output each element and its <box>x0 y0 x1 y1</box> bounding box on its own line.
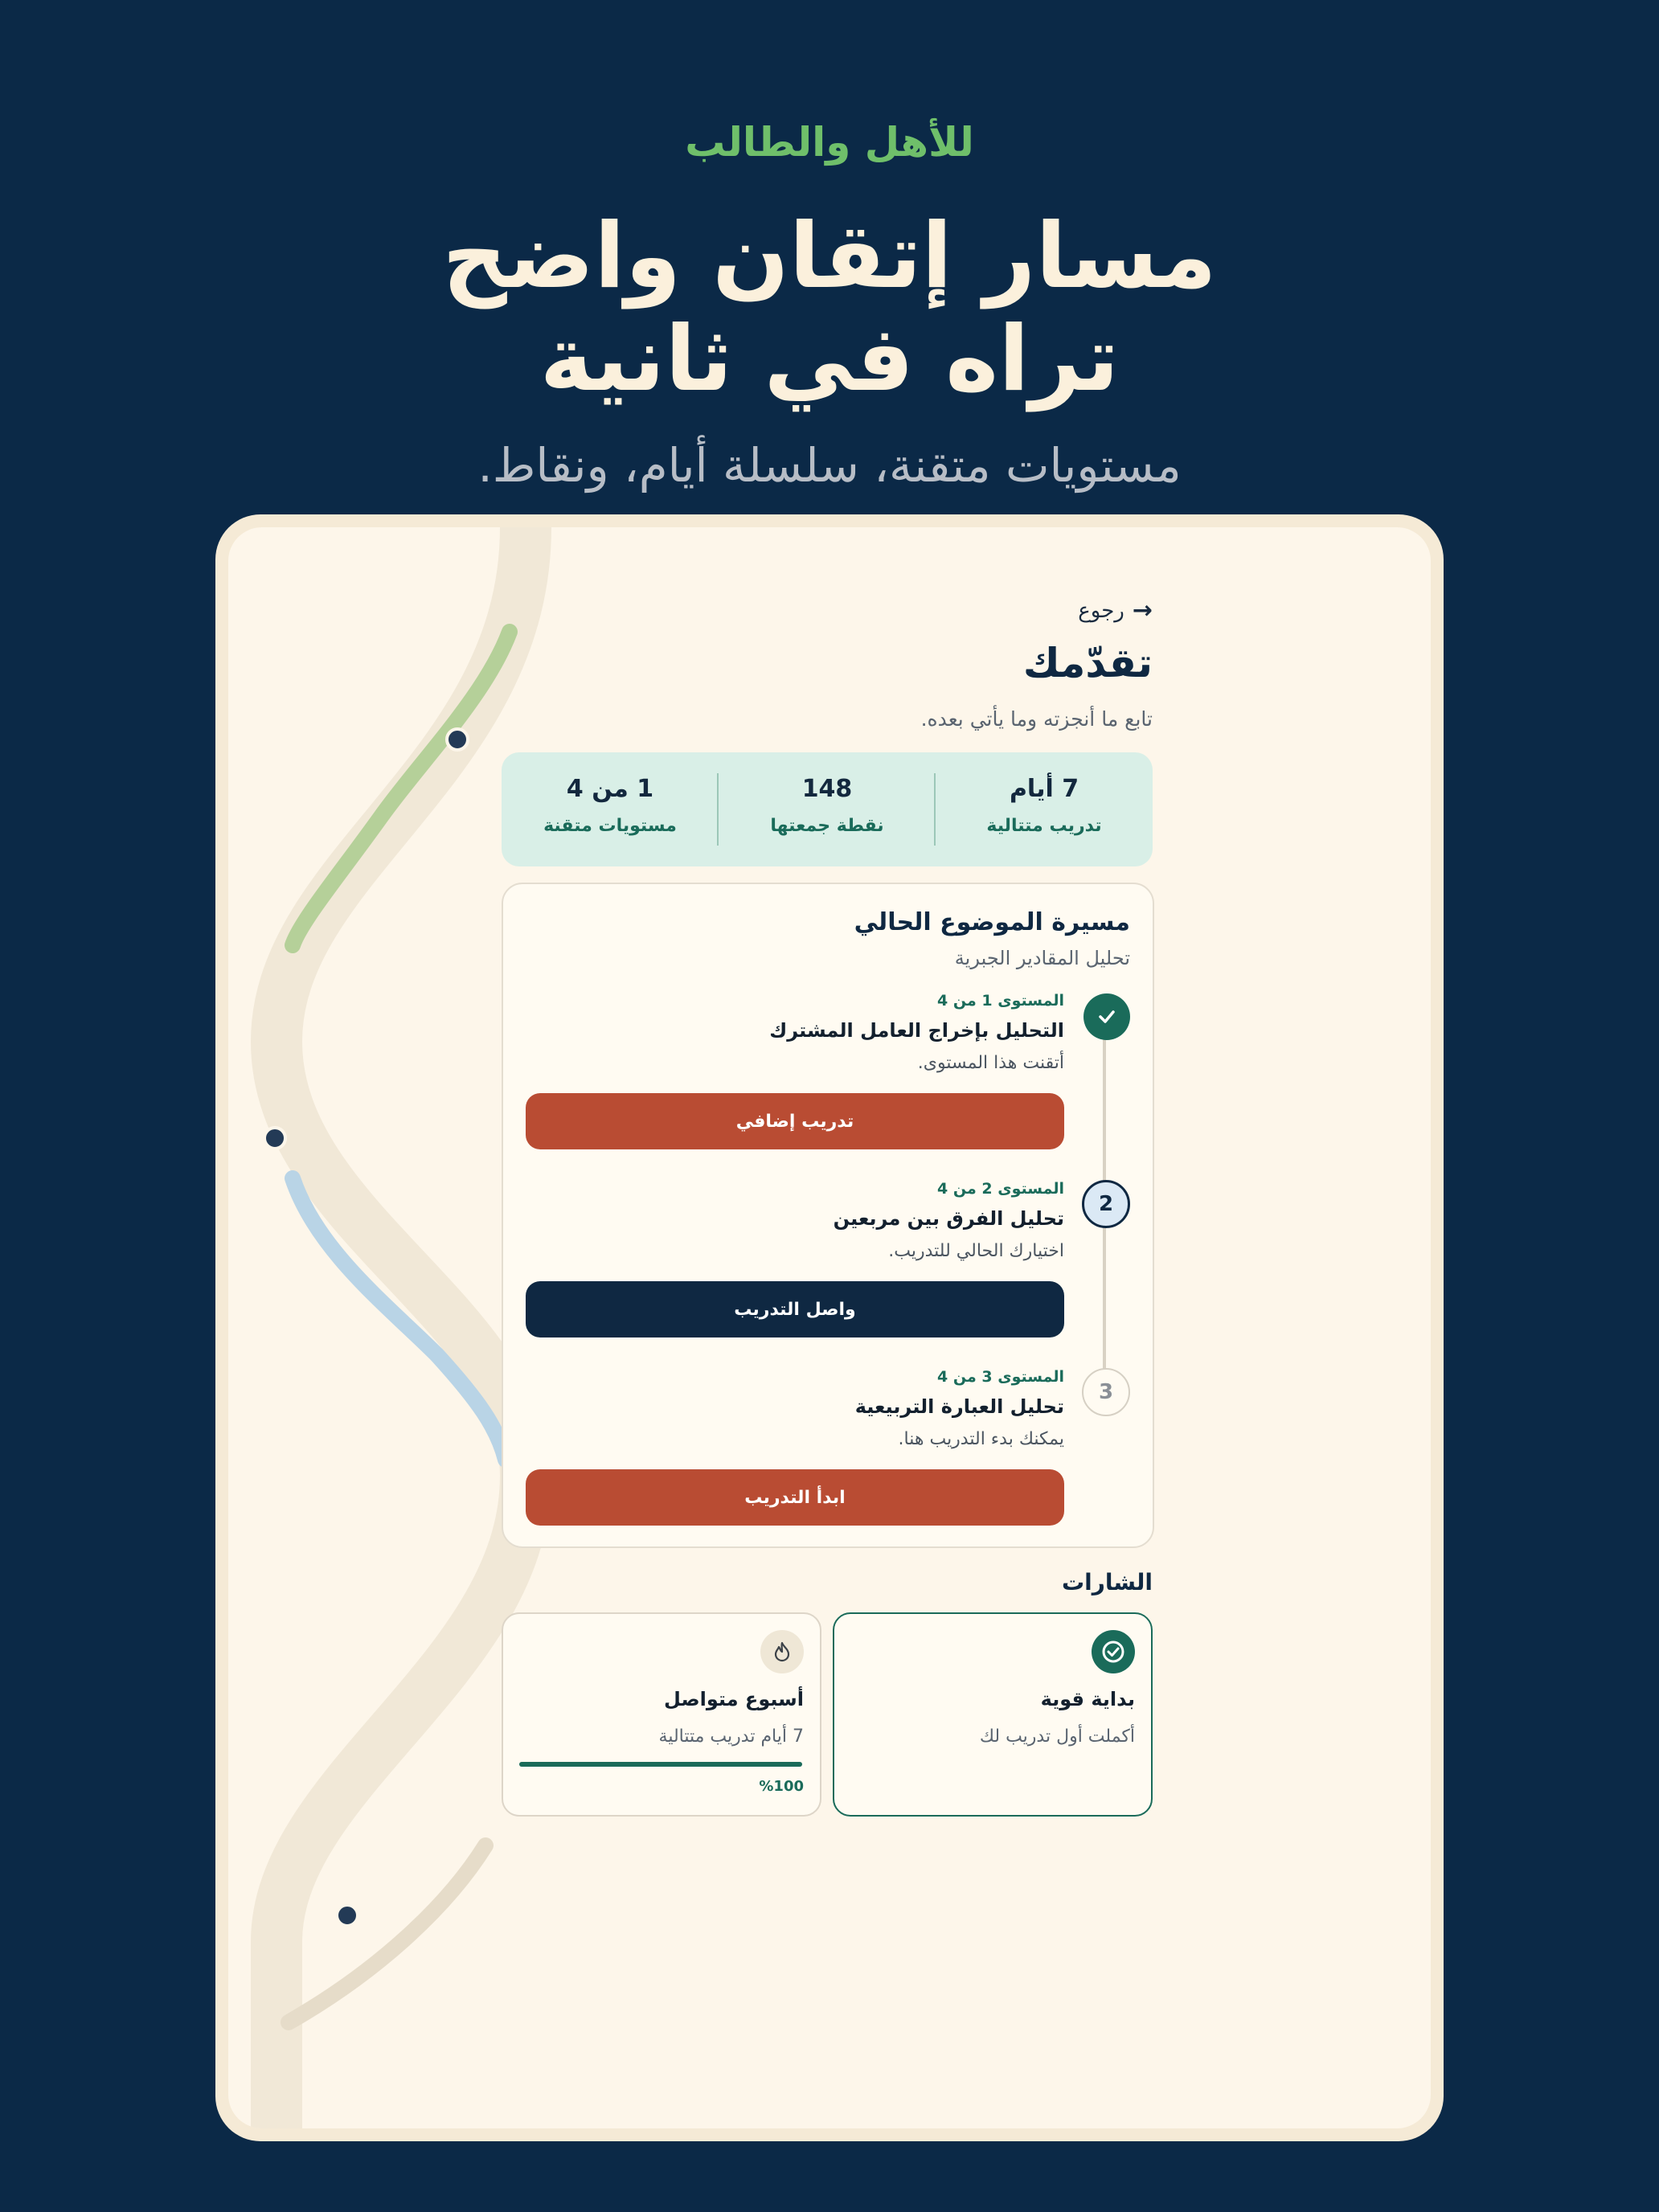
stat-value: 148 <box>801 775 853 803</box>
level-name: تحليل العبارة التربيعية <box>854 1395 1064 1418</box>
level-node-next: 3 <box>1082 1368 1130 1416</box>
hero-subtitle: مستويات متقنة، سلسلة أيام، ونقاط. <box>477 438 1182 493</box>
level-kicker: المستوى 1 من 4 <box>937 992 1064 1010</box>
arrow-right-icon: → <box>1132 596 1153 625</box>
road-dot <box>264 1128 285 1149</box>
app-screen <box>228 527 1431 2128</box>
level-name: التحليل بإخراج العامل المشترك <box>769 1019 1064 1042</box>
topic-path-card <box>502 883 1154 1548</box>
topic-path-title: مسيرة الموضوع الحالي <box>854 908 1130 936</box>
badge-progress-label: %100 <box>759 1778 804 1795</box>
road-dot <box>337 1905 358 1926</box>
hero-title <box>0 205 1659 411</box>
stat-label: مستويات متقنة <box>543 816 677 836</box>
badge-description: 7 أيام تدريب متتالية <box>658 1727 804 1747</box>
level-description: اختيارك الحالي للتدريب. <box>888 1241 1064 1261</box>
stat-mastered-levels <box>502 752 719 866</box>
check-circle-icon <box>1092 1630 1135 1673</box>
badge-progress-fill <box>519 1762 802 1767</box>
tablet-frame <box>215 514 1444 2141</box>
hero-title-line1: مسار إتقان واضح <box>442 204 1217 309</box>
level-description: أتقنت هذا المستوى. <box>917 1053 1064 1073</box>
level-node-current: 2 <box>1082 1180 1130 1228</box>
check-icon <box>1096 1006 1117 1027</box>
stat-points <box>719 752 936 866</box>
badge-name: بداية قوية <box>1040 1688 1135 1710</box>
badge-progress-bar <box>519 1762 802 1767</box>
stat-label: نقطة جمعتها <box>770 816 884 836</box>
page-subtitle: تابع ما أنجزته وما يأتي بعده. <box>920 707 1153 731</box>
hero-title-line2: تراه في ثانية <box>539 307 1120 412</box>
back-button[interactable] <box>1078 596 1153 625</box>
badge-name: أسبوع متواصل <box>664 1688 804 1710</box>
badges-section-title: الشارات <box>1062 1569 1153 1596</box>
hero-eyebrow: للأهل والطالب <box>685 119 974 166</box>
flame-icon <box>760 1630 804 1673</box>
continue-practice-button[interactable]: واصل التدريب <box>526 1281 1064 1337</box>
level-kicker: المستوى 2 من 4 <box>937 1180 1064 1198</box>
start-practice-button[interactable]: ابدأ التدريب <box>526 1469 1064 1526</box>
extra-practice-button[interactable]: تدريب إضافي <box>526 1093 1064 1149</box>
back-label: رجوع <box>1078 598 1124 623</box>
stat-streak <box>936 752 1153 866</box>
badge-description: أكملت أول تدريب لك <box>979 1727 1135 1747</box>
badge-strong-start[interactable] <box>833 1612 1153 1817</box>
topic-path-subtitle: تحليل المقادير الجبرية <box>954 947 1130 969</box>
level-kicker: المستوى 3 من 4 <box>937 1368 1064 1386</box>
level-node-done <box>1083 993 1130 1040</box>
stats-summary <box>502 752 1153 866</box>
badge-continuous-week[interactable] <box>502 1612 821 1817</box>
stat-value: 1 من 4 <box>566 775 654 803</box>
level-name: تحليل الفرق بين مربعين <box>833 1207 1064 1230</box>
page-title: تقدّمك <box>1022 640 1153 686</box>
stat-value: 7 أيام <box>1009 775 1079 803</box>
stat-label: تدريب متتالية <box>986 816 1102 836</box>
road-dot <box>447 729 468 750</box>
level-description: يمكنك بدء التدريب هنا. <box>898 1429 1064 1449</box>
